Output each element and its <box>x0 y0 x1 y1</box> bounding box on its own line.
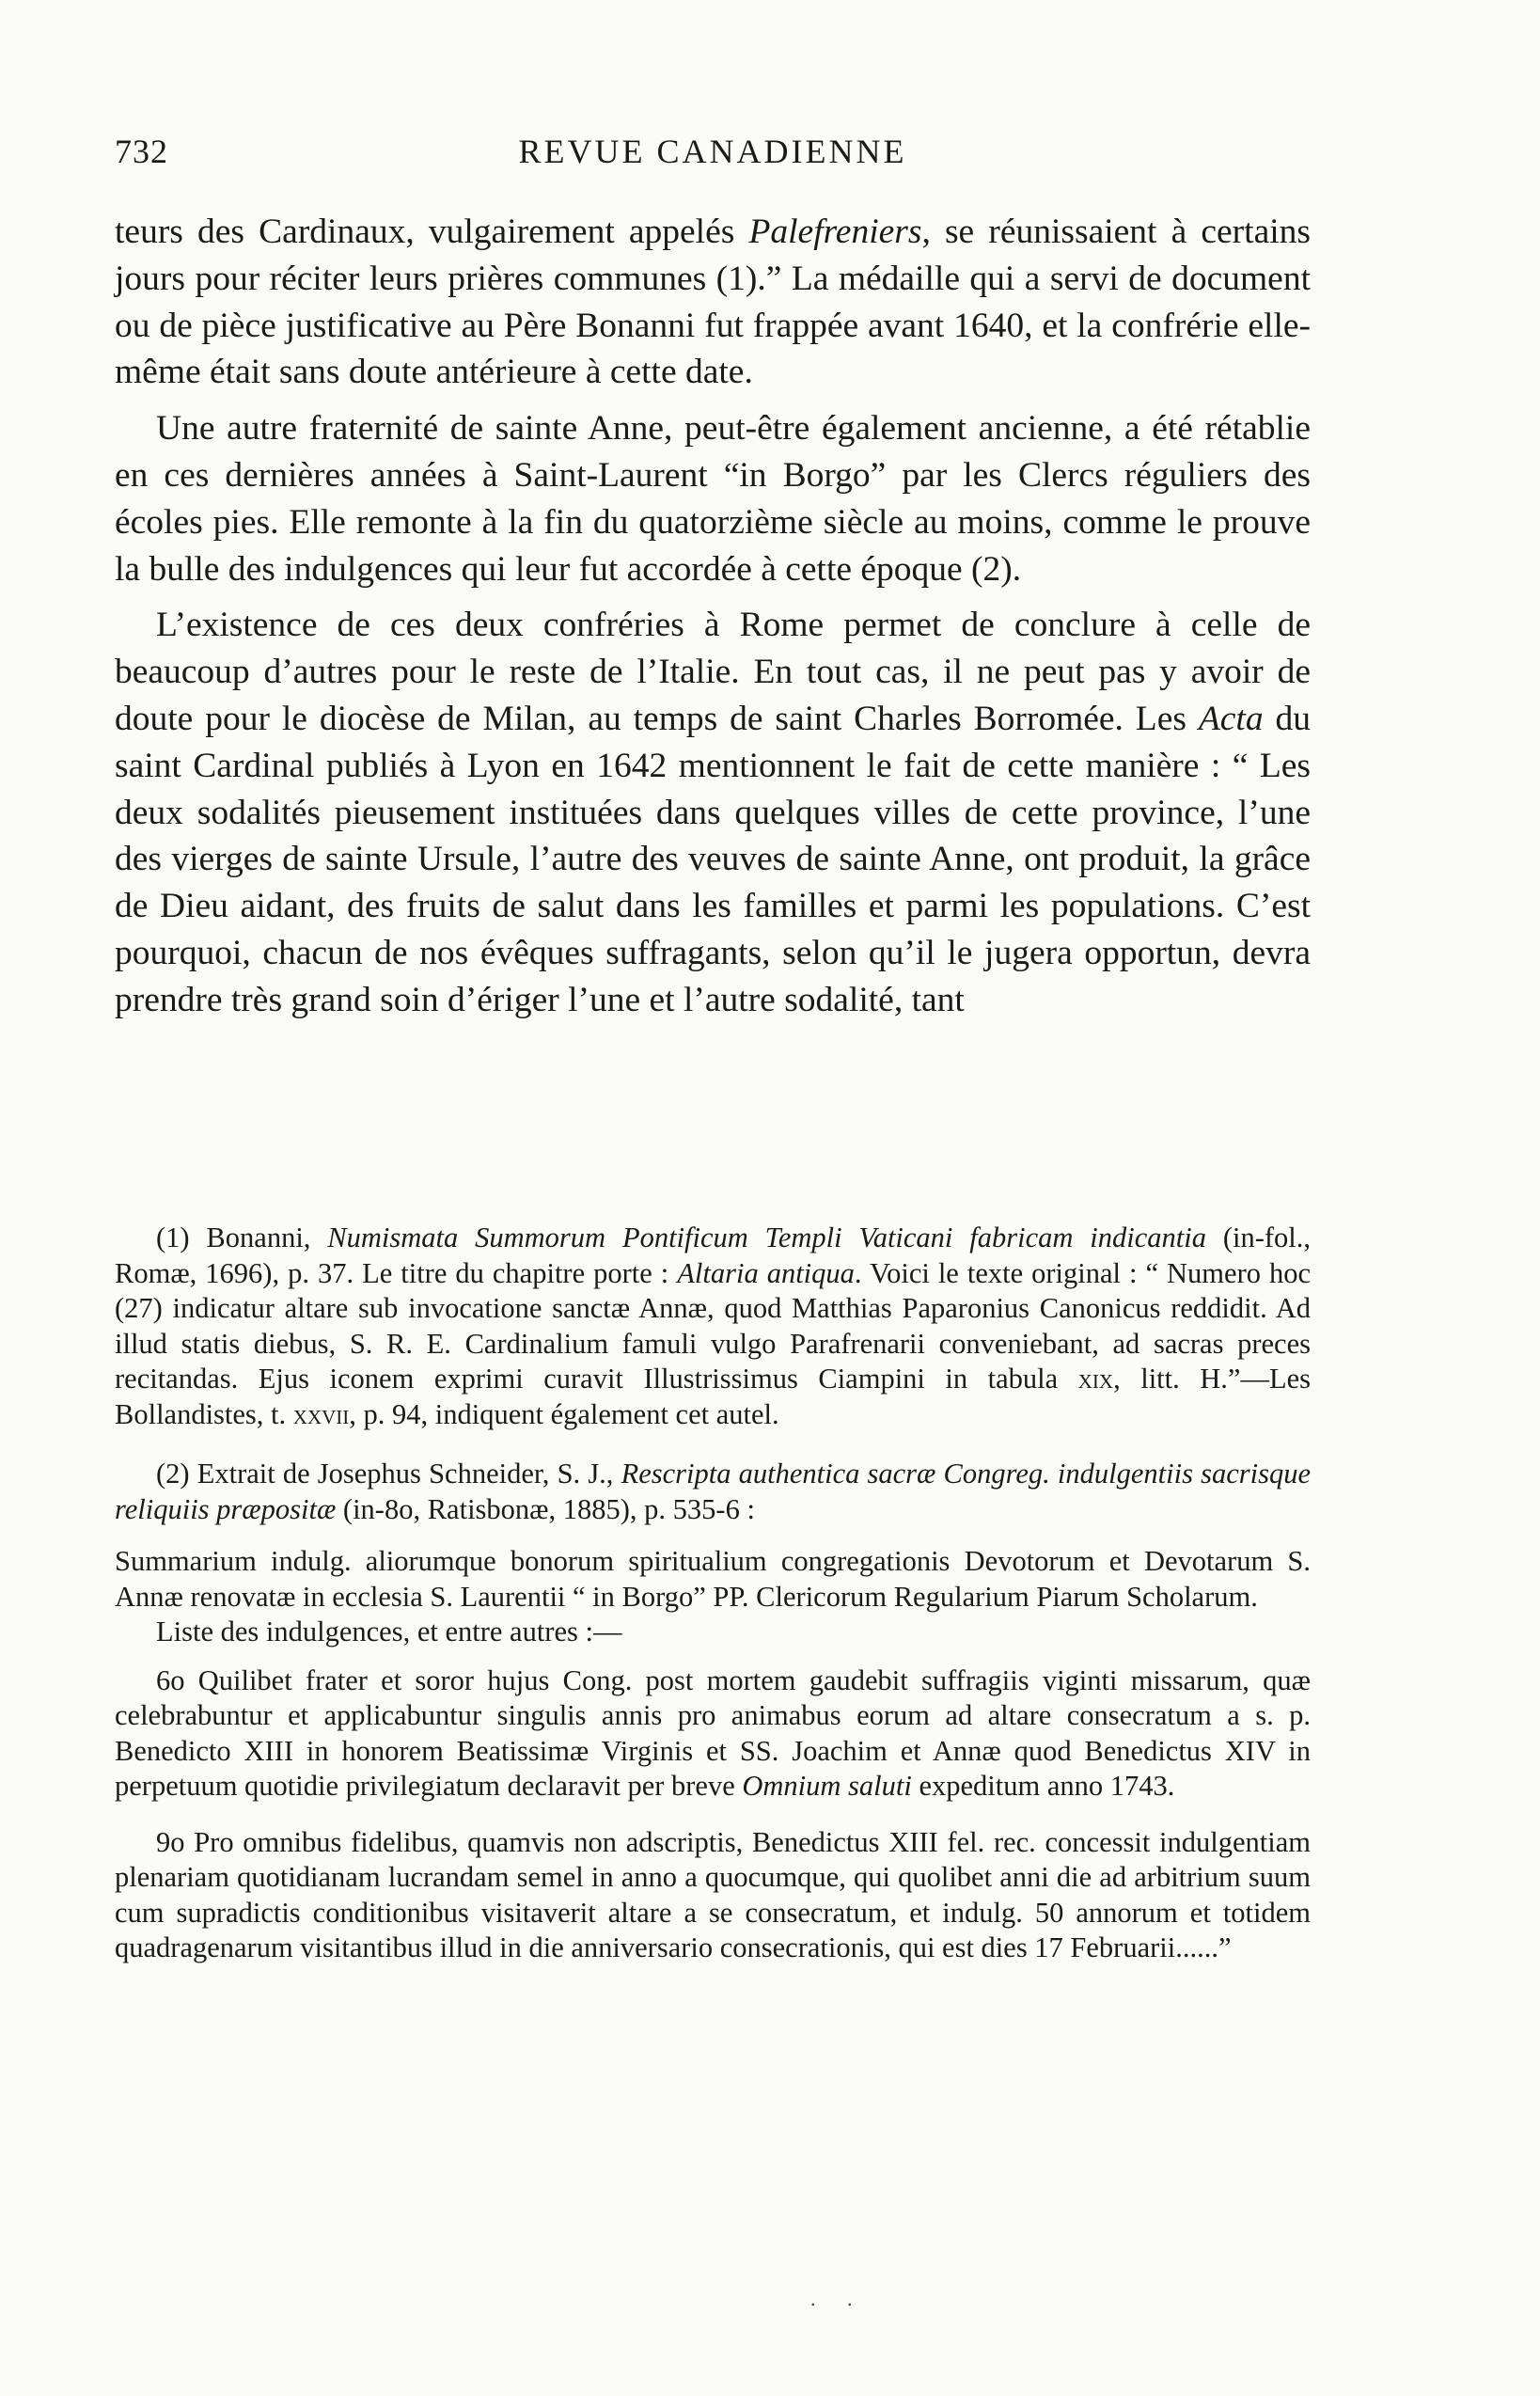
roman-numeral: xix <box>1077 1363 1114 1395</box>
page-header <box>115 132 1311 179</box>
text-run: teurs des Cardinaux, vulgairement appelés <box>115 213 749 251</box>
footnotes <box>115 1221 1311 1966</box>
text-run: , se réunissaient à certains jours pour réciter leurs prières communes (1).” La médaille qui a servi de document ou de pièce justificative au Père Bonanni fut frappée avant 1640, et la confrérie elle-même était sans doute antérieure à cette date. <box>115 213 1311 392</box>
italic-title: Altaria antiqua <box>677 1256 855 1289</box>
text-run: , p. 94, indiquent également cet autel. <box>349 1397 779 1430</box>
quote-paragraph: Liste des indulgences, et entre autres :— <box>156 1616 622 1647</box>
footnote-1 <box>115 1221 1311 1432</box>
footnote-2 <box>115 1457 1311 1527</box>
main-text <box>115 209 1311 1024</box>
italic-term: Palefreniers <box>748 213 922 251</box>
text-run: L’existence de ces deux confréries à Rome permet de conclure à celle de beaucoup d’autres pour le reste de l’Italie. En tout cas, il ne peut pas y avoir de doute pour le diocèse de Milan, au temps de saint Charles Borromée. Les <box>115 606 1311 738</box>
paragraph-continued <box>115 209 1311 396</box>
page-number: 732 <box>115 133 168 170</box>
italic-title: Numismata Summorum Pontificum Templi Vaticani fabricam indicantia <box>327 1222 1206 1253</box>
text-run: du saint Cardinal publiés à Lyon en 1642 mentionnent le fait de cette manière : “ Les deux sodalités pieusement instituées dans quelques villes de cette province, l’une des vierges de sainte Ursule, l’autre des veuves de sainte Anne, ont produit, la grâce de Dieu aidant, des fruits de salut dans les familles et parmi les populations. C’est pourquoi, chacun de nos évêques suffragants, selon qu’il le jugera opportun, devra prendre très grand soin d’ériger l’une et l’autre sodalité, tant <box>115 699 1312 1019</box>
printing-marks: . . <box>810 2287 866 2310</box>
text-run: (1) Bonanni, <box>156 1222 328 1253</box>
text-run: . Voici le texte original : “ Numero hoc (27) indicatur altare sub invocatione sanctæ Annæ, quod Matthias Paparonius Canonicus reddidit. Ad illud statis diebus, S. R. E. Cardinalium famuli vulgo Parafrenarii conveniebant, ad sacras preces recitandas. Ejus iconem exprimi curavit Illustrissimus Ciampini in tabula <box>115 1256 1312 1395</box>
italic-term: Acta <box>1198 699 1264 738</box>
quote-paragraph: Summarium indulg. aliorumque bonorum spiritualium congregationis Devotorum et Devotarum S. Annæ renovatæ in ecclesia S. Laurentii “ in Borgo” PP. Clericorum Regularium Piarum Scholarum. <box>115 1545 1311 1613</box>
italic-title: Omnium saluti <box>742 1770 912 1802</box>
paragraph: Une autre fraternité de sainte Anne, peut-être également ancienne, a été rétablie en ces dernières années à Saint-Laurent “in Borgo” par les Clercs réguliers des écoles pies. Elle remonte à la fin du quatorzième siècle au moins, comme le prouve la bulle des indulgences qui leur fut accordée à cette époque (2). <box>115 409 1311 589</box>
italic-title: Rescripta authentica sacræ Congreg. indulgentiis sacrisque reliquiis præpositæ <box>115 1458 1312 1525</box>
text-run: (in-fol., Romæ, 1696), p. 37. Le titre du chapitre porte : <box>115 1222 1312 1289</box>
text-run: , litt. H.”—Les Bollandistes, t. <box>115 1363 1311 1430</box>
running-title: REVUE CANADIENNE <box>518 133 907 170</box>
quote-paragraph: 9o Pro omnibus fidelibus, quamvis non adscriptis, Benedictus XIII fel. rec. concessit indulgentiam plenariam quotidianam lucrandam semel in anno a quocumque, qui quolibet anni die ad arbitrium suum cum supradictis conditionibus visitaverit altare a se consecratum, et indulg. 50 annorum et totidem quadragenarum visitantibus illud in die anniversario consecrationis, qui est dies 17 Februarii......” <box>115 1825 1311 1963</box>
latin-quotation <box>115 1544 1311 1966</box>
paragraph <box>115 602 1311 1023</box>
roman-numeral: xxvii <box>292 1397 350 1430</box>
text-run: 6o Quilibet frater et soror hujus Cong. post mortem gaudebit suffragiis viginti missarum, quæ celebrabuntur et applicabuntur singulis annis pro animabus eorum ad altare consecratum a s. p. Benedicto XIII in honorem Beatissimæ Virginis et SS. Joachim et Annæ quod Benedictus XIV in perpetuum quotidie privilegiatum declaravit per breve <box>115 1663 1311 1802</box>
quote-paragraph <box>115 1663 1311 1805</box>
text-run: (2) Extrait de Josephus Schneider, S. J., <box>156 1458 621 1490</box>
text-run: expeditum anno 1743. <box>911 1770 1175 1802</box>
text-run: (in-8o, Ratisbonæ, 1885), p. 535-6 : <box>336 1492 755 1525</box>
